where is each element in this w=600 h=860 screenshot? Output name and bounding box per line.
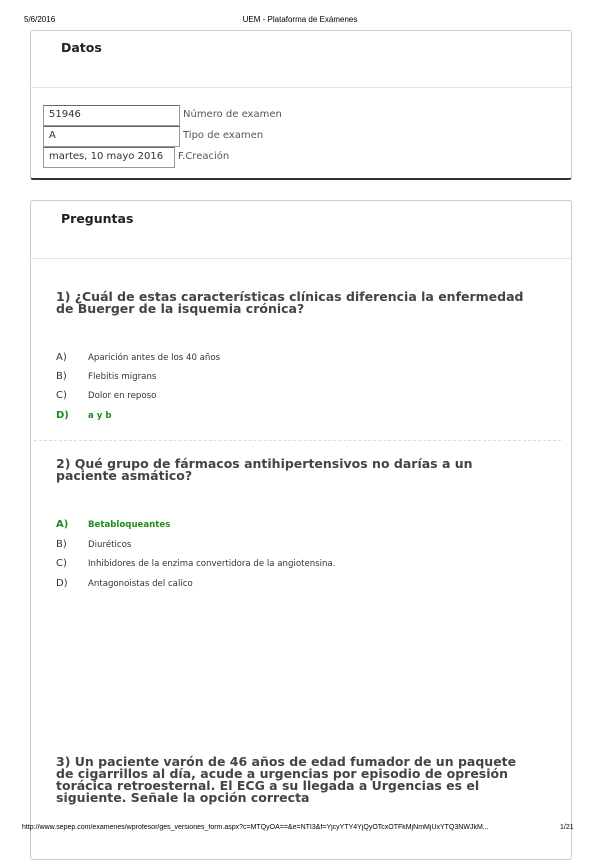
- option-2b[interactable]: [56, 539, 131, 550]
- question-2: 2) Qué grupo de fármacos antihipertensivos no darías a un paciente asmático?: [56, 456, 473, 483]
- option-2a-correct[interactable]: [56, 519, 170, 530]
- datos-card: [30, 30, 572, 180]
- option-1b[interactable]: [56, 371, 156, 382]
- exam-type-label: Tipo de examen: [183, 130, 264, 141]
- option-1a[interactable]: [56, 352, 220, 363]
- option-1d-correct[interactable]: [56, 410, 112, 421]
- divider: [31, 87, 571, 88]
- option-text: Dolor en reposo: [88, 391, 157, 401]
- preguntas-title: Preguntas: [61, 211, 134, 226]
- option-letter: D): [56, 578, 68, 589]
- option-letter: A): [56, 352, 67, 363]
- option-letter: B): [56, 371, 67, 382]
- option-letter: C): [56, 558, 67, 569]
- option-2d[interactable]: [56, 578, 193, 589]
- print-url: http://www.sepep.com/examenes/wprofesor/ges_versiones_form.aspx?c=MTQyOA==&e=NTI3&f=YjcyYTY4YjQyOTcxOTFkMjNmMjUxYTQ3NWJkM...: [22, 824, 489, 831]
- option-letter: D): [56, 410, 69, 421]
- question-1: 1) ¿Cuál de estas características clínicas diferencia la enfermedad de Buerger de la isquemia crónica?: [56, 289, 524, 316]
- page-number: 1/21: [560, 824, 574, 831]
- option-letter: C): [56, 390, 67, 401]
- creation-date-label: F.Creación: [178, 151, 230, 162]
- print-title: UEM - Plataforma de Exámenes: [242, 15, 358, 24]
- exam-number-label: Número de examen: [183, 109, 282, 120]
- divider: [31, 258, 571, 259]
- datos-title: Datos: [61, 40, 102, 55]
- option-text: Betabloqueantes: [88, 520, 171, 530]
- option-text: a y b: [88, 411, 112, 421]
- option-2c[interactable]: [56, 558, 336, 569]
- option-text: Inhibidores de la enzima convertidora de la angiotensina.: [88, 559, 336, 569]
- option-text: Flebitis migrans: [88, 372, 157, 382]
- print-date: 5/6/2016: [24, 15, 56, 24]
- option-letter: A): [56, 519, 69, 530]
- preguntas-card: [30, 200, 572, 860]
- option-text: Antagonoistas del calico: [88, 579, 193, 589]
- exam-number-field[interactable]: 51946: [43, 105, 180, 126]
- option-letter: B): [56, 539, 67, 550]
- option-text: Diuréticos: [88, 540, 132, 550]
- option-text: Aparición antes de los 40 años: [88, 353, 221, 363]
- exam-type-field[interactable]: A: [43, 126, 180, 147]
- question-separator: [34, 440, 561, 441]
- creation-date-field[interactable]: martes, 10 mayo 2016: [43, 147, 175, 168]
- question-3: 3) Un paciente varón de 46 años de edad fumador de un paquete de cigarrillos al día, acude a urgencias por episodio de opresión torácica retroesternal. El ECG a su llegada a Urgencias es el siguiente. Señale la opción correcta: [56, 754, 517, 805]
- option-1c[interactable]: [56, 390, 156, 401]
